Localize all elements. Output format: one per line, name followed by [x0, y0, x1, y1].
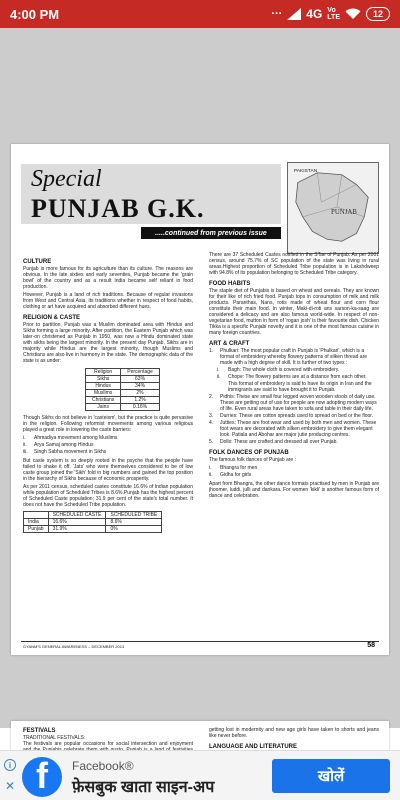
volte-top: Vo — [327, 7, 336, 14]
volte-bottom: LTE — [327, 14, 340, 21]
map-state-label: PUNJAB — [331, 208, 357, 216]
document-page — [11, 144, 389, 655]
list-item — [209, 381, 379, 393]
list-text: Gidha for girls — [220, 472, 252, 478]
list-number: i. — [209, 465, 212, 471]
caste-paragraph: But caste system is so deeply rooted in the psyche that the people have failed to shake it off. 'Jats' who were themselves considered to be of low caste group joined the 'Sikh' fold in big numbers and gained the top position in the hierarchy of Sikhs because of economic prosperity. — [23, 458, 193, 482]
table-row — [86, 376, 160, 383]
religion-table — [85, 368, 160, 411]
list-number: 1. — [209, 348, 214, 354]
list-number: ii. — [23, 442, 27, 448]
list-item — [209, 439, 379, 445]
table-cell: 2% — [121, 390, 160, 397]
table-header-row — [24, 512, 162, 519]
right-paragraph: getting lost in modernity and new age girls have taken to shorts and jeans like never before. — [209, 727, 379, 739]
list-text: Arya Samaj among Hindus — [34, 442, 94, 448]
list-text: Ahmadiya movement among Muslims — [34, 435, 118, 441]
list-item — [23, 435, 193, 441]
table-cell: Sikhs — [86, 376, 121, 383]
list-item — [209, 394, 379, 412]
header-title: PUNJAB G.K. — [31, 194, 205, 223]
battery-icon: 12 — [366, 7, 390, 21]
status-bar — [0, 0, 400, 28]
list-number — [217, 381, 225, 393]
document-viewer[interactable] — [0, 28, 400, 750]
open-button[interactable]: खोलें — [272, 759, 390, 793]
table-cell: Muslims — [86, 390, 121, 397]
table-cell: Hindus — [86, 383, 121, 390]
festivals-heading: FESTIVALS — [23, 728, 56, 734]
table-cell: Jains — [86, 404, 121, 411]
table-header-cell: Religion — [86, 369, 121, 376]
dance-intro: The famous folk dances of Punjab are : — [209, 457, 296, 463]
food-heading: FOOD HABITS — [209, 281, 251, 287]
food-paragraph: The staple diet of Punjabis is based on wheat and cereals. They are known for their like of rich fried food. Punjab tops in consumption of milk and milk products. Paranthas, Nans, rotis made of wheat flour and corn flour constitute their main food. In winter, Maki-di-roti ans sarson-ka-saag are considered a delicacy and are also famous world-wide. In respect of non-vegetarian food, mutton in form of 'rogan josh' is their favourite dish. Chicken Tikka is a specific Punjabi novelty and it is one of the most famous cuisine in many foreign countries. — [209, 288, 379, 336]
punjab-map — [287, 162, 379, 254]
religion-paragraph: Though Sikhs do not believe in 'casteism', but the practice is quite pervasive in the religion. Following reformist movements among various religious played a great role in lowering the caste barriers: — [23, 415, 193, 433]
list-item — [209, 348, 379, 366]
list-number: 5. — [209, 439, 214, 445]
map-icon — [288, 163, 378, 253]
table-header-cell — [24, 512, 49, 519]
art-heading: ART & CRAFT — [209, 341, 250, 347]
table-header-cell: Percentage — [121, 369, 160, 376]
info-icon[interactable]: i — [4, 759, 16, 771]
list-item — [23, 449, 193, 455]
scheduled-table — [23, 511, 162, 533]
intro-paragraph: There are 37 Scheduled Castes notified in the STae of Punjab. As per 2001 census, around 75.7% of SC population of the state was living in rural areas.Highest proportion of Scheduled Tribe population is in Lakshdweep with 94.8% of its population belonging to Scheduled Tribe category. — [209, 252, 379, 276]
religion-heading: RELIGION & CASTE — [23, 315, 81, 321]
dance-heading: FOLK DANCES OF PUNJAB — [209, 450, 289, 456]
table-cell: 31.9% — [48, 526, 106, 533]
table-cell: 34% — [121, 383, 160, 390]
ad-title: Facebook® — [72, 759, 134, 773]
table-row — [24, 526, 162, 533]
list-text: Phulkari: The most popular craft in Punjab is 'Phulkari', which is a format of embroidery whereby flowery patterns of silken thread are made with a high degree of skill. It is further of two types : — [220, 348, 368, 366]
table-cell: Punjab — [24, 526, 49, 533]
list-text: Singh Sabha movement in Sikhs — [34, 449, 107, 455]
table-cell: 1.2% — [121, 397, 160, 404]
dance-paragraph: Apart from Bhangra, the other dance formats practised by men in Punjab are jhoomer, luddi, julli and dankara. For women 'kikli' is another famous form of dance and celebration. — [209, 481, 379, 499]
dots-icon: ··· — [271, 8, 283, 20]
table-cell: 0% — [106, 526, 162, 533]
list-number: 3. — [209, 413, 214, 419]
table-cell: 8.6% — [106, 519, 162, 526]
list-number: i. — [23, 435, 26, 441]
list-number: 2. — [209, 394, 214, 400]
list-text: Chope: The flowery patterns are at a distance from each other. — [228, 374, 367, 380]
table-header-cell: SCHEDULED CASTE — [48, 512, 106, 519]
wifi-icon — [345, 8, 361, 20]
religion-paragraph: Prior to partition, Punjab was a Muslim dominated area with Hindus and Sikhs forming a large minority. After partition, the Eastern Punjab which was later-on christened as Punjab in 1950, was now a Hindu dominated state with sikhs being the largest minority. In the present day Punjab, Sikhs are in majority while Hindus are the largest minority, though Muslims and Christians are also live in harmony in the state. The demographic data of the state is as under: — [23, 322, 193, 364]
list-item — [209, 472, 379, 478]
list-text: Jutties: These are foot wear and used by both men and women. These foot wears are decorated with silken embroidery to give them elegant look. Patiala and Abohar are major jutie producing centres. — [220, 420, 377, 438]
close-icon[interactable]: ✕ — [5, 779, 16, 793]
continued-banner: .....continued from previous issue — [141, 227, 281, 239]
table-cell: Christians — [86, 397, 121, 404]
table-header-cell: SCHEDULED TRIBE — [106, 512, 162, 519]
facebook-logo-icon: f — [22, 757, 62, 797]
list-item — [209, 367, 379, 373]
ad-banner[interactable] — [0, 750, 400, 800]
culture-paragraph: Punjab is more famous for its agriculture than its culture. The reasons are obvious. In the late sixties and early seventies, Punjab became the 'grain bowl' of the country and as a result India became self reliant in food production. — [23, 266, 193, 290]
list-item — [209, 374, 379, 380]
footer-divider — [21, 641, 379, 642]
status-time: 4:00 PM — [10, 6, 60, 22]
table-row — [86, 397, 160, 404]
culture-paragraph: However, Punjab is a land of rich traditions. Because of regular invasions from West and Central Asia, its traditions whether in respect of food habits, clothing or art have acquired and absorbed different hues. — [23, 292, 193, 310]
status-icons — [271, 7, 390, 21]
list-item — [209, 420, 379, 438]
list-text: Bhangra for men — [220, 465, 258, 471]
list-number: 4. — [209, 420, 214, 426]
list-number: ii. — [209, 472, 213, 478]
table-header-row — [86, 369, 160, 376]
table-cell: 0.16% — [121, 404, 160, 411]
network-type: 4G — [306, 7, 323, 21]
footer-text: GYANM'S GENERAL AWARENESS – DECEMBER 2013 — [23, 644, 125, 649]
table-row — [86, 404, 160, 411]
signal-icon — [287, 8, 301, 20]
list-item — [23, 442, 193, 448]
list-number: iii. — [23, 449, 28, 455]
language-heading: LANGUAGE AND LITERATURE — [209, 744, 297, 750]
table-row — [86, 390, 160, 397]
list-item — [209, 465, 379, 471]
festivals-paragraph: The festivals are popular occasions for social intersection and enjoyment — [23, 741, 193, 747]
culture-heading: CULTURE — [23, 259, 52, 265]
list-number: i. — [217, 367, 220, 373]
map-country-label: PAKISTAN — [293, 168, 318, 174]
header-special: Special — [31, 166, 102, 192]
list-text: Dolls: These are crafted and dressed all over Punjab. — [220, 439, 338, 445]
table-cell: India — [24, 519, 49, 526]
page-number: 58 — [367, 642, 375, 649]
list-text: Bagh: The whole cloth is covered with embroidery. — [228, 367, 340, 373]
table-row — [86, 383, 160, 390]
table-cell: 16.6% — [48, 519, 106, 526]
table-row — [24, 519, 162, 526]
table-cell: 63% — [121, 376, 160, 383]
volte-badge — [327, 7, 340, 21]
list-number: ii. — [217, 374, 221, 380]
list-text: Durries: These are cotton spreads used to spread on bed or the floor. — [220, 413, 374, 419]
list-item — [209, 413, 379, 419]
list-text: This format of embroidery is said to have its origin in Iran and the immigrants are said to have brought it to Punjab. — [228, 381, 372, 393]
left-column — [23, 254, 193, 533]
ad-subtitle: फ़ेसबुक खाता साइन-अप — [72, 779, 215, 796]
right-column — [209, 252, 379, 501]
traditional-heading: TRADITIONAL FESTIVALS: — [23, 735, 86, 741]
caste-paragraph: As per 2011 census, scheduled castes constitute 16.6% of Indian population while population of Scheduled Tribes is 8.6%.Punjab has the highest percent of Scheduled Caste population; 31.9 per cent of the state's total number. It does not have the Scheduled Tribe population. — [23, 484, 193, 508]
right-column — [209, 727, 379, 751]
list-text: Pidhis: These are small four legged woven wooden stools of daily use. These are getting out of use for people are now adopting modern ways of life. Even rural areas have taken to sofa and table in their daily life. — [220, 394, 377, 412]
